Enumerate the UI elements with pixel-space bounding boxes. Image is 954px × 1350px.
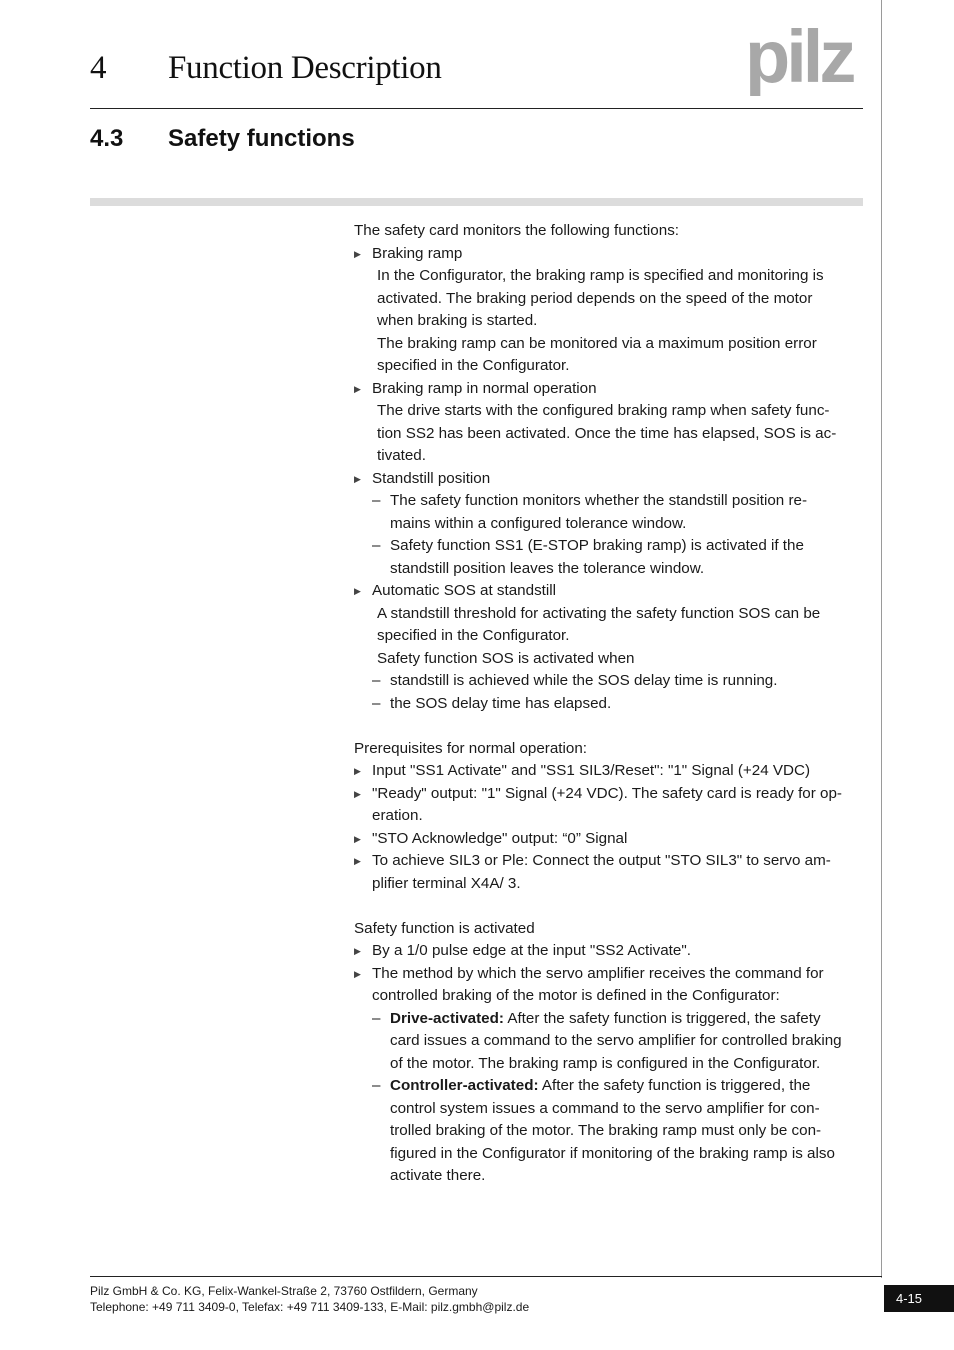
list-item: ▶ Automatic SOS at standstill bbox=[354, 580, 866, 603]
dash-item: – standstill is achieved while the SOS delay time is running. bbox=[372, 672, 778, 689]
list-item: ▶ "STO Acknowledge" output: “0” Signal bbox=[354, 828, 866, 851]
dash-item-drive: – Drive-activated: After the safety function is triggered, the safety bbox=[372, 1009, 821, 1027]
body-line: The braking ramp can be monitored via a maximum position error bbox=[377, 334, 817, 352]
chapter-number: 4 bbox=[90, 50, 107, 86]
dash-item-controller: – Controller-activated: After the safety function is triggered, the bbox=[372, 1077, 811, 1094]
page-number: 4-15 bbox=[884, 1285, 954, 1312]
bullet-arrow-icon: ▶ bbox=[354, 946, 361, 956]
list-item-cont: plifier terminal X4A/ 3. bbox=[372, 874, 521, 892]
list-item: ▶ To achieve SIL3 or Ple: Connect the output "STO SIL3" to servo am- bbox=[354, 850, 866, 873]
section-title: Safety functions bbox=[168, 125, 355, 152]
chapter-title: Function Description bbox=[168, 50, 442, 86]
bullet-arrow-icon: ▶ bbox=[354, 766, 361, 776]
dash-item-cont: of the motor. The braking ramp is configured in the Configurator. bbox=[390, 1054, 821, 1072]
list-item: ▶ Standstill position bbox=[354, 468, 866, 491]
bullet-arrow-icon: ▶ bbox=[354, 248, 361, 259]
bullet-arrow-icon: ▶ bbox=[354, 968, 361, 979]
list-item-cont: controlled braking of the motor is defined in the Configurator: bbox=[372, 987, 780, 1004]
footer-rule bbox=[90, 1276, 882, 1277]
bullet-arrow-icon: ▶ bbox=[354, 383, 361, 394]
body-content bbox=[354, 220, 866, 1188]
bullet-arrow-icon: ▶ bbox=[354, 856, 361, 866]
activated-title: Safety function is activated bbox=[354, 919, 535, 937]
list-item: ▶ The method by which the servo amplifier receives the command for bbox=[354, 963, 866, 986]
margin-rule bbox=[881, 0, 882, 1278]
dash-item: – The safety function monitors whether the standstill position re- bbox=[372, 492, 808, 509]
logo-text: pilz bbox=[745, 24, 853, 96]
dash-item-cont: standstill position leaves the tolerance window. bbox=[390, 559, 705, 577]
dash-item: – Safety function SS1 (E-STOP braking ramp) is activated if the bbox=[372, 537, 804, 554]
bullet-arrow-icon: ▶ bbox=[354, 586, 361, 596]
section-divider-bar bbox=[90, 198, 863, 206]
pilz-logo bbox=[745, 24, 867, 96]
footer bbox=[90, 1283, 529, 1315]
body-line: specified in the Configurator. bbox=[377, 357, 570, 374]
body-line: tivated. bbox=[377, 447, 426, 464]
bullet-arrow-icon: ▶ bbox=[354, 833, 361, 844]
list-item: ▶ Input "SS1 Activate" and "SS1 SIL3/Reset": "1" Signal (+24 VDC) bbox=[354, 760, 866, 783]
body-line: tion SS2 has been activated. Once the time has elapsed, SOS is ac- bbox=[377, 424, 837, 442]
body-line: The drive starts with the configured braking ramp when safety func- bbox=[377, 402, 830, 419]
footer-contact: Telephone: +49 711 3409-0, Telefax: +49 711 3409-133, E-Mail: pilz.gmbh@pilz.de bbox=[90, 1300, 530, 1314]
bullet-arrow-icon: ▶ bbox=[354, 788, 361, 799]
header-rule bbox=[90, 108, 863, 109]
body-line: when braking is started. bbox=[377, 312, 538, 329]
body-line: In the Configurator, the braking ramp is specified and monitoring is bbox=[377, 267, 824, 284]
body-line: A standstill threshold for activating the safety function SOS can be bbox=[377, 604, 821, 622]
list-item: ▶ Braking ramp bbox=[354, 243, 866, 266]
footer-address: Pilz GmbH & Co. KG, Felix-Wankel-Straße 2, 73760 Ostfildern, Germany bbox=[90, 1284, 478, 1298]
dash-item: – the SOS delay time has elapsed. bbox=[372, 694, 612, 712]
body-line: activated. The braking period depends on the speed of the motor bbox=[377, 289, 813, 307]
section-number: 4.3 bbox=[90, 125, 124, 152]
list-item: ▶ By a 1/0 pulse edge at the input "SS2 Activate". bbox=[354, 940, 866, 963]
body-line: specified in the Configurator. bbox=[377, 627, 570, 644]
dash-item-cont: activate there. bbox=[390, 1167, 486, 1184]
dash-item-cont: trolled braking of the motor. The braking ramp must only be con- bbox=[390, 1122, 822, 1139]
dash-item-cont: mains within a configured tolerance window. bbox=[390, 514, 687, 532]
bullet-arrow-icon: ▶ bbox=[354, 473, 361, 484]
list-item: ▶ "Ready" output: "1" Signal (+24 VDC). The safety card is ready for op- bbox=[354, 783, 866, 806]
list-item-cont: eration. bbox=[372, 807, 423, 824]
intro-text: The safety card monitors the following functions: bbox=[354, 222, 680, 239]
body-line: Safety function SOS is activated when bbox=[377, 649, 635, 667]
dash-item-cont: control system issues a command to the servo amplifier for con- bbox=[390, 1099, 820, 1117]
dash-item-cont: figured in the Configurator if monitoring of the braking ramp is also bbox=[390, 1144, 835, 1162]
prereq-title: Prerequisites for normal operation: bbox=[354, 739, 587, 757]
dash-item-cont: card issues a command to the servo amplifier for controlled braking bbox=[390, 1032, 842, 1049]
list-item: ▶ Braking ramp in normal operation bbox=[354, 378, 866, 401]
